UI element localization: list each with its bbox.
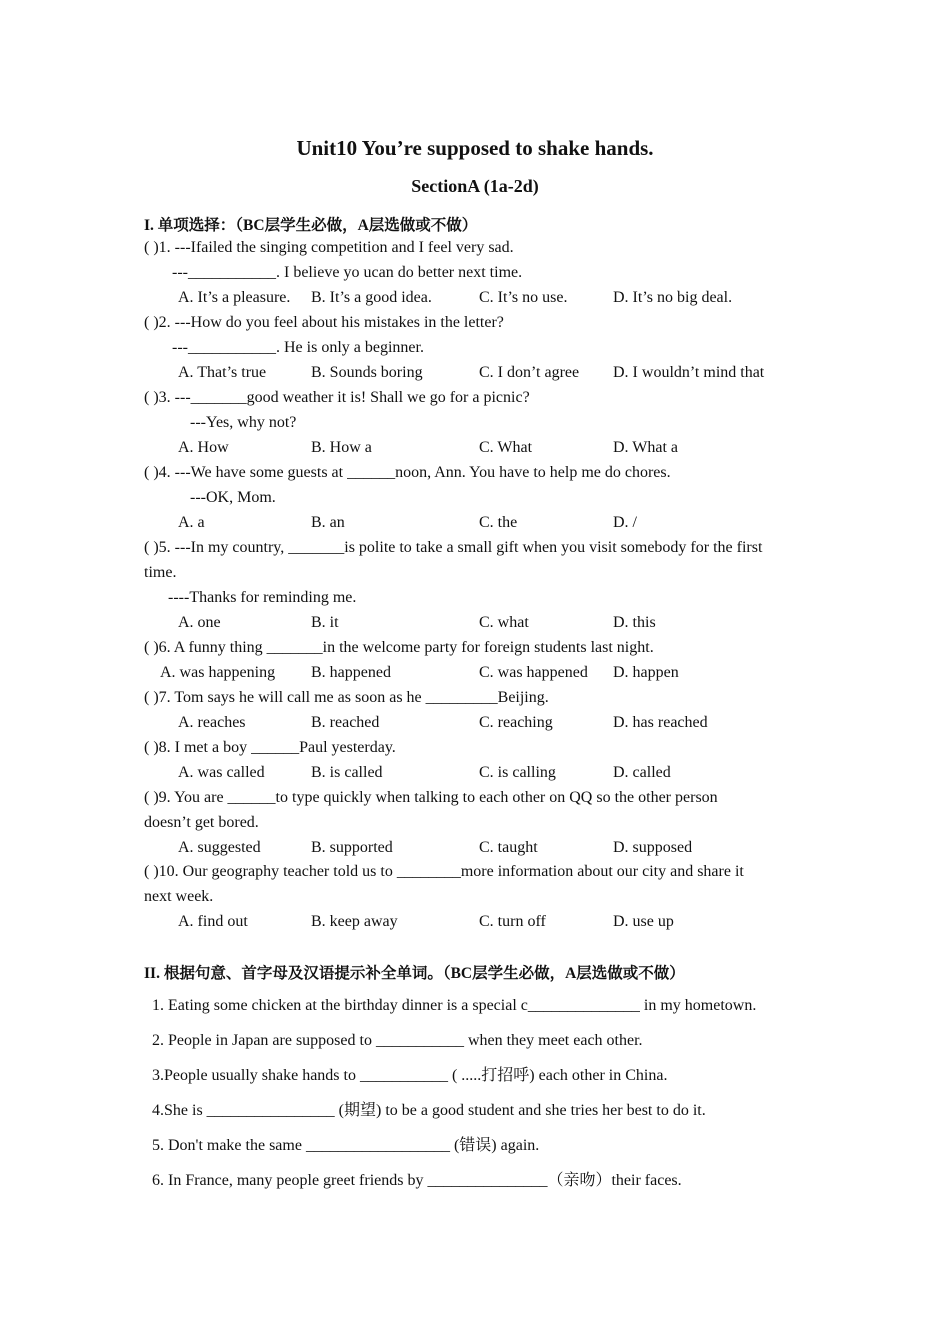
q3-option-a: A. How [178,439,229,456]
q2-option-d: D. I wouldn’t mind that [613,364,765,381]
q9-option-a: A. suggested [178,839,261,856]
q6-stem: ( )6. A funny thing _______in the welcome party for foreign students last night. [144,639,654,656]
q5-option-d: D. this [613,614,656,631]
q10-option-a: A. find out [178,913,248,930]
q7-option-a: A. reaches [178,714,246,731]
q4-option-d: D. / [613,514,637,531]
q6-option-d: D. happen [613,664,679,681]
q7-option-d: D. has reached [613,714,708,731]
q8-option-c: C. is calling [479,764,556,781]
q2-option-c: C. I don’t agree [479,364,580,381]
q1-option-a: A. It’s a pleasure. [178,289,291,306]
part1-heading: I. 单项选择：（BC层学生必做，A层选做或不做） [144,217,478,234]
q9-stem-wrap: doesn’t get bored. [144,814,259,831]
q4-option-a: A. a [178,514,205,531]
q10-stem: ( )10. Our geography teacher told us to ________more information about our city and share it [144,863,744,880]
q3-option-b: B. How a [311,439,372,456]
q8-option-b: B. is called [311,764,383,781]
q9-option-c: C. taught [479,839,538,856]
q2-option-b: B. Sounds boring [311,364,423,381]
q1-option-b: B. It’s a good idea. [311,289,432,306]
q3-option-d: D. What a [613,439,679,456]
q5-option-a: A. one [178,614,221,631]
q8-option-a: A. was called [178,764,265,781]
q10-option-c: C. turn off [479,913,546,930]
q9-option-d: D. supposed [613,839,693,856]
fill-item-3: 3.People usually shake hands to ___________ ( .....打招呼) each other in China. [152,1067,668,1084]
q4-option-c: C. the [479,514,518,531]
q7-stem: ( )7. Tom says he will call me as soon as he _________Beijing. [144,689,549,706]
q7-option-b: B. reached [311,714,380,731]
q5-stem: ( )5. ---In my country, _______is polite to take a small gift when you visit somebody for the first [144,539,763,556]
part2-heading: II. 根据句意、首字母及汉语提示补全单词。（BC层学生必做，A层选做或不做） [144,965,685,982]
q1-reply: ---___________. I believe yo ucan do better next time. [172,264,523,281]
q9-option-b: B. supported [311,839,393,856]
q10-option-d: D. use up [613,913,674,930]
q4-stem: ( )4. ---We have some guests at ______noon, Ann. You have to help me do chores. [144,464,671,481]
q6-option-c: C. was happened [479,664,588,681]
fill-item-2: 2. People in Japan are supposed to ___________ when they meet each other. [152,1032,643,1049]
q4-reply: ---OK, Mom. [190,489,276,506]
q5-reply: ----Thanks for reminding me. [168,589,357,606]
q8-stem: ( )8. I met a boy ______Paul yesterday. [144,739,396,756]
q2-option-a: A. That’s true [178,364,267,381]
q4-option-b: B. an [311,514,345,531]
q10-option-b: B. keep away [311,913,398,930]
fill-item-6: 6. In France, many people greet friends by _______________（亲吻）their faces. [152,1172,682,1189]
section-subtitle: SectionA (1a-2d) [411,176,539,196]
q6-option-a: A. was happening [160,664,276,681]
fill-item-5: 5. Don't make the same __________________ (错误) again. [152,1137,540,1154]
q5-option-c: C. what [479,614,529,631]
q10-stem-wrap: next week. [144,888,214,905]
q3-reply: ---Yes, why not? [190,414,297,431]
fill-item-1: 1. Eating some chicken at the birthday dinner is a special c______________ in my hometown. [152,997,757,1014]
q1-stem: ( )1. ---Ifailed the singing competition and I feel very sad. [144,239,514,256]
q8-option-d: D. called [613,764,671,781]
page-title: Unit10 You’re supposed to shake hands. [296,136,654,160]
q3-stem: ( )3. ---_______good weather it is! Shall we go for a picnic? [144,389,530,406]
q2-reply: ---___________. He is only a beginner. [172,339,424,356]
q5-option-b: B. it [311,614,339,631]
q1-option-d: D. It’s no big deal. [613,289,733,306]
fill-item-4: 4.She is ________________ (期望) to be a good student and she tries her best to do it. [152,1102,706,1119]
q6-option-b: B. happened [311,664,391,681]
q9-stem: ( )9. You are ______to type quickly when talking to each other on QQ so the other person [144,789,718,806]
q3-option-c: C. What [479,439,533,456]
q5-stem-wrap: time. [144,564,177,581]
q7-option-c: C. reaching [479,714,553,731]
q1-option-c: C. It’s no use. [479,289,568,306]
q2-stem: ( )2. ---How do you feel about his mistakes in the letter? [144,314,504,331]
